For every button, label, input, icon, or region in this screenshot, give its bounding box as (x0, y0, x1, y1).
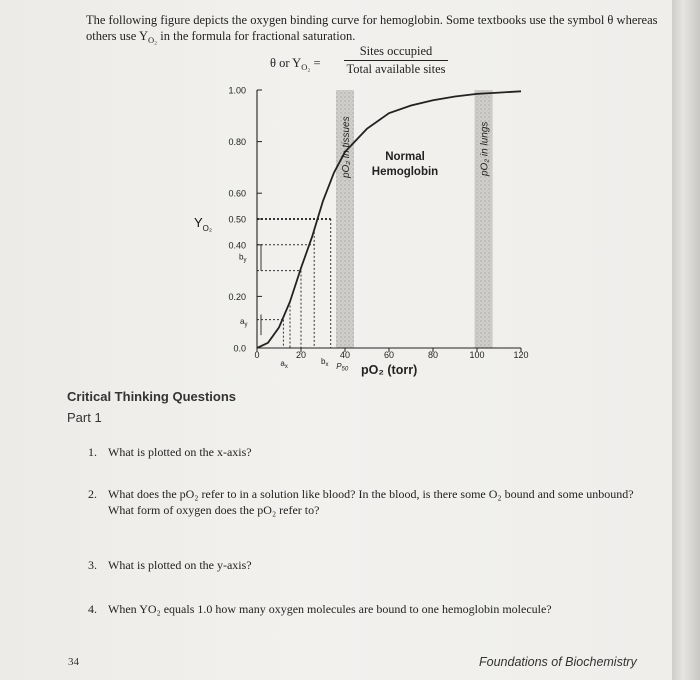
label-ay: $a_y$ (240, 317, 248, 329)
series-label-hemoglobin: Hemoglobin (371, 166, 439, 178)
y-tick-label: 1.00 (228, 85, 246, 96)
y-tick-label: 0.40 (228, 240, 246, 251)
label-ax: $a_x$ (280, 359, 288, 370)
x-tick-label: 0 (254, 350, 260, 360)
intro-text-b: in the formula for fractional saturation. (157, 29, 356, 43)
book-title-footer: Foundations of Biochemistry (479, 655, 637, 669)
y-tick-label: 0.0 (233, 343, 246, 354)
question-text: What does the pO₂ refer to in a solution like blood? In the blood, is there some O₂ bound and some unbound? What form of oxygen does the pO₂ refer to? (108, 487, 634, 517)
series-label-normal: Normal (385, 151, 425, 163)
x-tick-label: 100 (469, 350, 485, 360)
question-text: What is plotted on the x-axis? (108, 445, 252, 459)
x-axis-label: pO₂ (torr) (361, 363, 418, 377)
page-number: 34 (68, 656, 79, 668)
y-tick-label: 0.60 (228, 188, 246, 199)
formula-denominator: Total available sites (346, 62, 446, 76)
y-tick-label: 0.20 (228, 291, 246, 302)
formula-lhs: θ or $Y_{O_2}$ = (270, 56, 321, 72)
y-tick-label: 0.80 (228, 137, 246, 148)
question-text: When YO₂ equals 1.0 how many oxygen molecules are bound to one hemoglobin molecule? (108, 602, 552, 616)
x-tick-label: 20 (295, 350, 307, 360)
intro-subscript: O₂ (148, 35, 158, 45)
question-number: 4. (88, 602, 97, 616)
y-tick-label: 0.50 (228, 214, 246, 225)
section-heading: Critical Thinking Questions (67, 389, 237, 404)
question-text: What is plotted on the y-axis? (108, 558, 252, 572)
y-axis-label: $Y_{O_2}$ (194, 215, 212, 233)
formula-numerator: Sites occupied (344, 44, 448, 61)
x-tick-label: 60 (383, 350, 395, 360)
band-label: pO₂ in tissues (341, 116, 352, 178)
band-label: pO₂ in lungs (479, 121, 491, 176)
intro-text-a: The following figure depicts the oxygen binding curve for hemoglobin. Some textbooks use the symbol θ whereas others use Y (86, 13, 658, 43)
question-number: 3. (88, 558, 97, 572)
question-number: 1. (88, 445, 97, 459)
x-tick-label: 80 (427, 350, 439, 360)
x-tick-label: 40 (339, 350, 351, 360)
label-by: $b_y$ (239, 252, 247, 264)
label-p50: P50 (336, 362, 349, 373)
section-part: Part 1 (67, 410, 102, 425)
label-bx: $b_x$ (321, 357, 329, 368)
x-tick-label: 120 (513, 350, 529, 360)
question-number: 2. (88, 487, 97, 501)
